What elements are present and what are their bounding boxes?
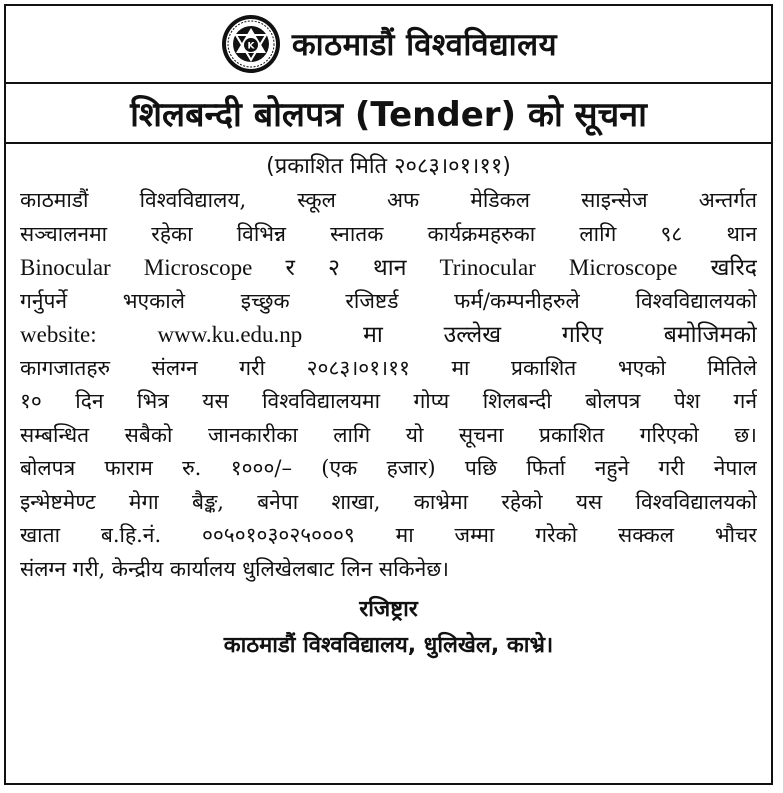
notice-title: शिलबन्दी बोलपत्र (Tender) को सूचना [130,95,647,135]
tender-notice [4,4,773,785]
body-line: १० दिन भित्र यस विश्वविद्यालयमा गोप्य शिलबन्दी बोलपत्र पेश गर्न [20,389,757,413]
notice-body [20,184,757,586]
university-name: काठमाडौं विश्वविद्यालय [291,27,558,63]
signature-block [20,592,757,664]
body-line: संलग्न गरी, केन्द्रीय कार्यालय धुलिखेलबाट लिन सकिनेछ। [20,556,450,581]
title-bar [6,82,771,144]
body-line: website: www.ku.edu.np मा उल्लेख गरिए बमोजिमको [20,322,757,347]
svg-text:K: K [247,41,255,52]
body-line: कागजातहरु संलग्न गरी २०८३।०१।११ मा प्रकाशित भएको मितिले [20,355,757,380]
notice-header [6,6,771,82]
body-line: सञ्चालनमा रहेका विभिन्न स्नातक कार्यक्रमहरुका लागि ९८ थान [20,221,757,246]
body-line: सम्बन्धित सबैको जानकारीका लागि यो सूचना प्रकाशित गरिएको छ। [20,422,757,447]
signatory-address: काठमाडौं विश्वविद्यालय, धुलिखेल, काभ्रे। [223,633,554,658]
signatory-title: रजिष्ट्रार [359,597,418,622]
body-line: Binocular Microscope र २ थान Trinocular Microscope खरिद [20,255,757,280]
published-date: (प्रकाशित मिति २०८३।०१।११) [266,154,511,179]
body-line: बोलपत्र फाराम रु. १०००/– (एक हजार) पछि फिर्ता नहुने गरी नेपाल [20,456,757,480]
body-line: इन्भेष्टमेण्ट मेगा बैङ्क, बनेपा शाखा, काभ्रेमा रहेको यस विश्वविद्यालयको [20,489,757,514]
notice-content [6,144,771,664]
university-seal-icon [220,13,282,75]
body-line: खाता ब.हि.नं. ००५०१०३०२५०००९ मा जम्मा गरेको सक्कल भौचर [20,523,757,547]
body-line: गर्नुपर्ने भएकाले इच्छुक रजिष्टर्ड फर्म/कम्पनीहरुले विश्वविद्यालयको [20,288,757,313]
body-line: काठमाडौं विश्वविद्यालय, स्कूल अफ मेडिकल साइन्सेज अन्तर्गत [20,188,757,212]
